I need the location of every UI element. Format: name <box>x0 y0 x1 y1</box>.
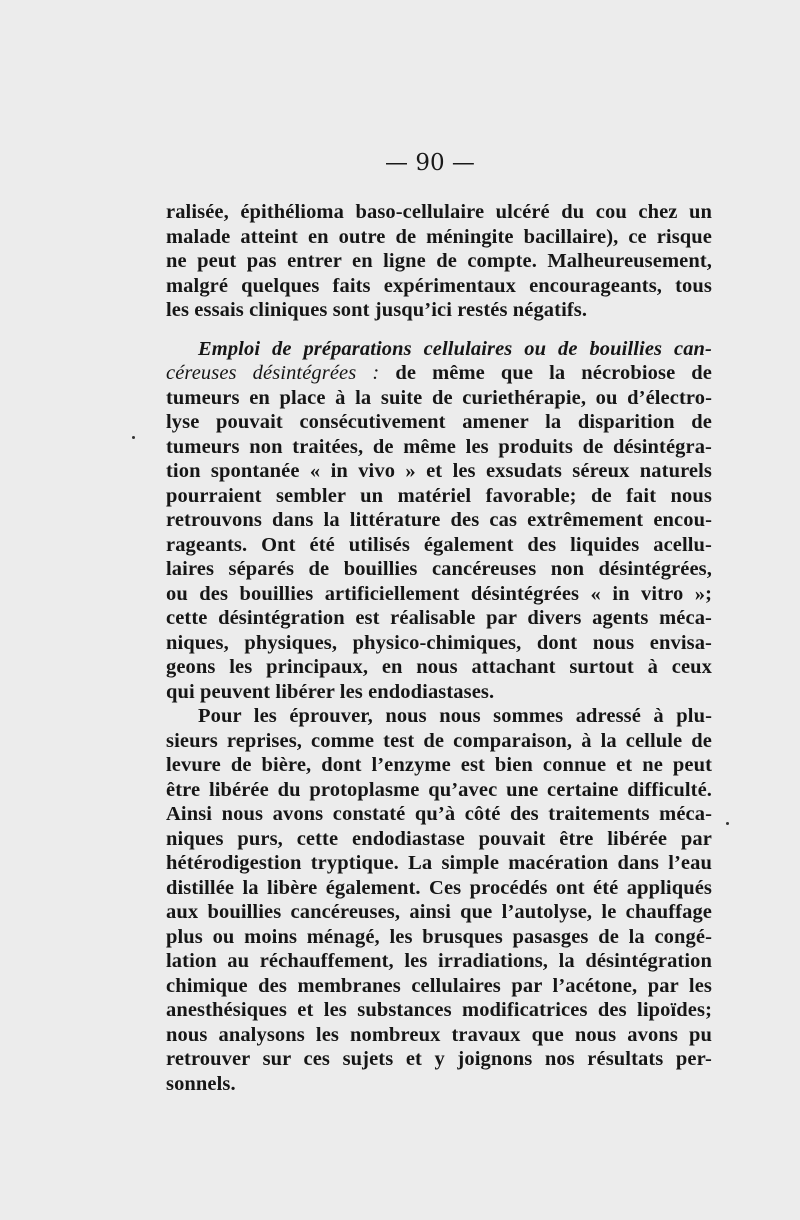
text-line: ne peut pas entrer en ligne de compte. Malheureusement, <box>166 250 712 272</box>
text-line: anesthésiques et les substances modificatrices des lipoïdes; <box>166 999 712 1021</box>
text-line-rest: de même que la nécrobiose de <box>379 362 712 384</box>
text-line: ralisée, épithélioma baso-cellulaire ulcéré du cou chez un <box>166 201 712 223</box>
text-line: qui peuvent libérer les endodiastases. <box>166 680 495 703</box>
text-line: malgré quelques faits expérimentaux encourageants, tous <box>166 274 712 297</box>
text-line: les essais cliniques sont jusqu’ici restés négatifs. <box>166 299 588 321</box>
text-line: lyse pouvait consécutivement amener la disparition de <box>166 411 712 433</box>
text-line: sieurs reprises, comme test de comparaison, à la cellule de <box>166 729 712 752</box>
text-line: geons les principaux, en nous attachant surtout à ceux <box>166 656 712 678</box>
text-line: Ainsi nous avons constaté qu’à côté des traitements méca- <box>166 803 712 825</box>
text-line: hétérodigestion tryptique. La simple macération dans l’eau <box>166 852 712 874</box>
text-line: niques purs, cette endodiastase pouvait être libérée par <box>166 827 712 850</box>
text-line: chimique des membranes cellulaires par l’acétone, par les <box>166 974 712 997</box>
print-speck <box>132 436 135 439</box>
text-line: malade atteint en outre de méningite bacillaire), ce risque <box>166 225 712 248</box>
text-line <box>166 361 712 386</box>
text-line: être libérée du protoplasme qu’avec une certaine difficulté. <box>166 778 712 801</box>
body-text <box>166 200 712 1096</box>
text-line: distillée la libère également. Ces procédés ont été appliqués <box>166 876 712 899</box>
text-line: ou des bouillies artificiellement désintégrées « in vitro »; <box>166 582 712 605</box>
text-line: niques, physiques, physico-chimiques, dont nous envisa- <box>166 631 712 654</box>
text-line: tion spontanée « in vivo » et les exsudats séreux naturels <box>166 460 712 482</box>
text-line: pourraient sembler un matériel favorable; de fait nous <box>166 484 712 507</box>
text-line: rageants. Ont été utilisés également des liquides acellu- <box>166 533 712 556</box>
page-number: — 90 — <box>385 150 475 176</box>
text-line: retrouver sur ces sujets et y joignons nos résultats per- <box>166 1048 712 1070</box>
text-line: tumeurs non traitées, de même les produits de désintégra- <box>166 435 712 458</box>
text-line: cette désintégration est réalisable par divers agents méca- <box>166 607 712 629</box>
print-speck <box>726 822 729 825</box>
text-line: Pour les éprouver, nous nous sommes adressé à plu- <box>198 705 712 727</box>
text-line: aux bouillies cancéreuses, ainsi que l’autolyse, le chauffage <box>166 901 712 923</box>
text-line: retrouvons dans la littérature des cas extrêmement encou- <box>166 509 712 531</box>
text-line: laires séparés de bouillies cancéreuses non désintégrées, <box>166 558 712 580</box>
text-line: nous analysons les nombreux travaux que nous avons pu <box>166 1023 712 1046</box>
text-line: tumeurs en place à la suite de curiethérapie, ou d’électro- <box>166 386 712 409</box>
text-line: levure de bière, dont l’enzyme est bien connue et ne peut <box>166 754 712 776</box>
text-line: plus ou moins ménagé, les brusques pasasges de la congé- <box>166 925 712 948</box>
section-heading-tail: céreuses désintégrées : <box>166 362 380 384</box>
text-line: lation au réchauffement, les irradiations, la désintégration <box>166 950 712 972</box>
paragraph-gap <box>166 323 712 337</box>
text-line: sonnels. <box>166 1072 236 1095</box>
section-heading-line: Emploi de préparations cellulaires ou de bouillies can- <box>198 337 712 360</box>
